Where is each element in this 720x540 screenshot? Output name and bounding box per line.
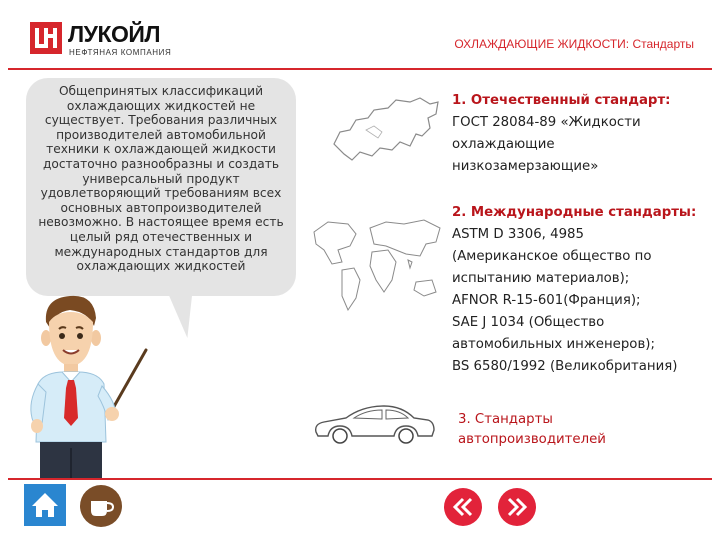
coffee-button[interactable]	[80, 485, 122, 527]
double-chevron-right-icon	[498, 488, 536, 526]
car-icon	[310, 398, 438, 448]
next-button[interactable]	[498, 488, 536, 526]
teacher-figure	[24, 292, 154, 478]
section-heading: 1. Отечественный стандарт:	[452, 93, 671, 108]
logo-subtitle: НЕФТЯНАЯ КОМПАНИЯ	[69, 48, 172, 57]
section-line: SAE J 1034 (Общество	[452, 315, 605, 330]
footer-divider	[8, 478, 712, 480]
section-manufacturer-standards[interactable]	[458, 410, 606, 450]
speech-bubble-tail	[167, 290, 200, 338]
section-line: охлаждающие	[452, 137, 555, 152]
lukoil-logo-mark	[30, 22, 62, 54]
section-international-standards	[452, 202, 696, 378]
section-line: испытанию материалов);	[452, 271, 630, 286]
section-line: автопроизводителей	[458, 432, 606, 447]
section-heading: 2. Международные стандарты:	[452, 205, 697, 220]
section-line: низкозамерзающие»	[452, 159, 599, 174]
home-icon	[24, 484, 66, 526]
lukoil-logo	[30, 22, 200, 62]
section-domestic-standard	[452, 90, 670, 178]
section-line: ГОСТ 28084-89 «Жидкости	[452, 115, 641, 130]
coffee-cup-icon	[80, 485, 122, 527]
russia-map-icon	[330, 90, 442, 172]
section-line: автомобильных инженеров);	[452, 337, 655, 352]
logo-name: ЛУКОЙЛ	[68, 21, 161, 47]
section-line: AFNOR R-15-601(Франция);	[452, 293, 641, 308]
speech-bubble	[26, 78, 296, 296]
home-button[interactable]	[24, 484, 66, 526]
section-line: (Американское общество по	[452, 249, 652, 264]
page-title: ОХЛАЖДАЮЩИЕ ЖИДКОСТИ: Стандарты	[454, 37, 694, 51]
prev-button[interactable]	[444, 488, 482, 526]
speech-bubble-text: Общепринятых классификаций охлаждающих жидкостей не существует. Требования различных производителей автомобильной техники к охлаждающей жидкости достаточно разнообразны и создать универсальный продукт удовлетворяющий требованиям всех основных автопроизводителей невозможно. В настоящее время есть целый ряд отечественных и международных стандартов для охлаждающих жидкостей	[38, 84, 284, 274]
header-divider	[8, 68, 712, 70]
section-line: 3. Стандарты	[458, 412, 553, 427]
double-chevron-left-icon	[444, 488, 482, 526]
world-map-icon	[308, 210, 446, 320]
section-line: ASTM D 3306, 4985	[452, 227, 584, 242]
section-line: BS 6580/1992 (Великобритания)	[452, 359, 678, 374]
